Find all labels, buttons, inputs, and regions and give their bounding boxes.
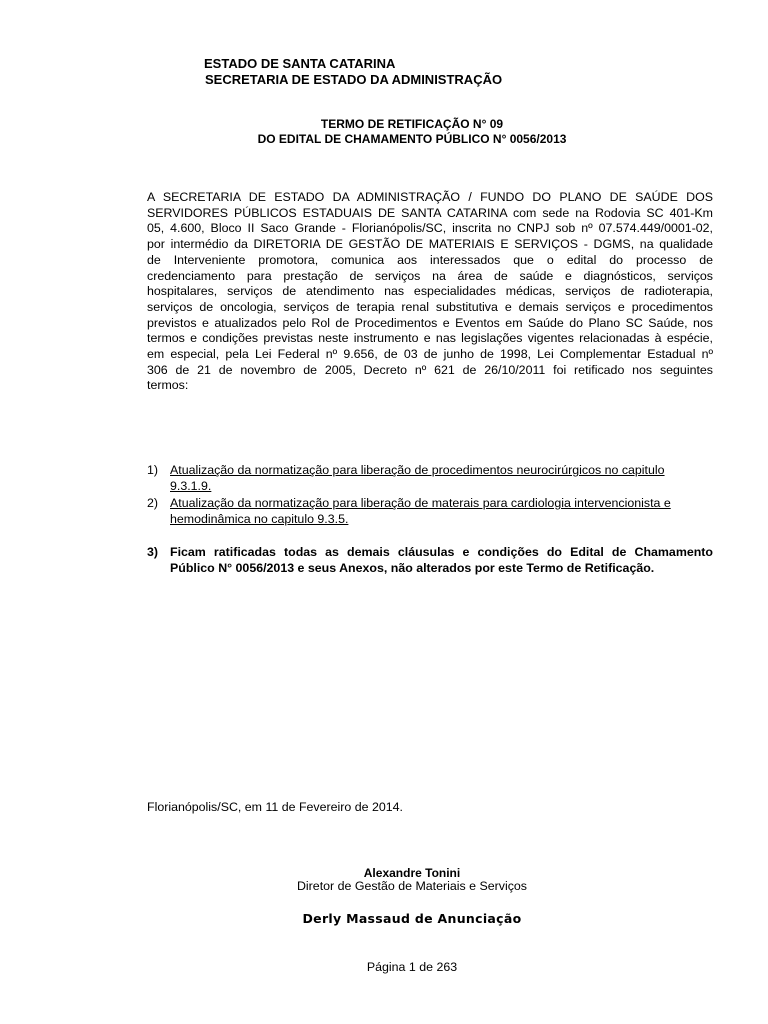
signatory-role: Diretor de Gestão de Materiais e Serviços [296, 879, 527, 893]
body-line: 306 de 21 de novembro de 2005, Decreto nº 621 de 26/10/2011 foi retificado nos seguintes [147, 362, 713, 377]
body-line: termos: [147, 378, 189, 393]
body-paragraph [147, 190, 713, 394]
body-line: serviços de oncologia, serviços de terapia renal substitutiva e demais serviços e procedimentos [147, 299, 713, 314]
list-item-line: 9.3.1.9. [170, 478, 212, 493]
list-item-text [170, 496, 713, 527]
body-line: A SECRETARIA DE ESTADO DA ADMINISTRAÇÃO / FUNDO DO PLANO DE SAÚDE DOS [147, 190, 713, 204]
body-line: em especial, pela Lei Federal nº 9.656, de 03 de junho de 1998, Lei Complementar Estadual nº [147, 347, 713, 362]
state-name-heading: ESTADO DE SANTA CATARINA [204, 56, 396, 71]
list-item-line: Atualização da normatização para liberação de materais para cardiologia intervencionista e [170, 496, 671, 510]
document-title: TERMO DE RETIFICAÇÃO N° 09 [320, 117, 504, 131]
list-item-text [170, 545, 713, 576]
list-item-number: 3) [147, 545, 159, 559]
body-line: de Interveniente promotora, comunica aos interessados que o edital do processo de [147, 252, 713, 267]
list-item-line: hemodinâmica no capitulo 9.3.5. [170, 511, 349, 526]
document-subtitle: DO EDITAL DE CHAMAMENTO PÚBLICO N° 0056/2013 [257, 132, 567, 146]
list-item-number: 2) [147, 496, 159, 510]
body-line: termos e condições previstas neste instrumento e nas legislações vigentes relacionadas à espécie, [147, 331, 713, 346]
place-and-date: Florianópolis/SC, em 11 de Fevereiro de 2014. [147, 800, 403, 814]
body-line: hospitalares, serviços de atendimento nas especialidades médicas, serviços de radioterapia, [147, 284, 713, 299]
body-line: 05, 4.600, Bloco II Saco Grande - Florianópolis/SC, inscrita no CNPJ sob nº 07.574.449/0001-02, [147, 221, 713, 236]
list-item-text [170, 463, 713, 494]
secretariat-heading: SECRETARIA DE ESTADO DA ADMINISTRAÇÃO [205, 72, 503, 87]
list-item-line: Atualização da normatização para liberação de procedimentos neurocirúrgicos no capitulo [170, 463, 665, 477]
page-number: Página 1 de 263 [366, 960, 458, 974]
list-item-number: 1) [147, 463, 159, 477]
list-item-line: Público N° 0056/2013 e seus Anexos, não alterados por este Termo de Retificação. [170, 560, 655, 575]
body-line: credenciamento para prestação de serviços na área de saúde e diagnósticos, serviços [147, 268, 713, 283]
signatory-name: Alexandre Tonini [363, 866, 461, 880]
list-item-line: Ficam ratificadas todas as demais cláusulas e condições do Edital de Chamamento [170, 545, 713, 559]
body-line: previstos e atualizados pelo Rol de Procedimentos e Eventos em Saúde do Plano SC Saúde, nos [147, 315, 713, 330]
second-signatory-name: Derly Massaud de Anunciação [302, 911, 522, 926]
body-line: SERVIDORES PÚBLICOS ESTADUAIS DE SANTA CATARINA com sede na Rodovia SC 401-Km [147, 205, 713, 220]
body-line: por intermédio da DIRETORIA DE GESTÃO DE MATERIAIS E SERVIÇOS - DGMS, na qualidade [147, 237, 713, 252]
